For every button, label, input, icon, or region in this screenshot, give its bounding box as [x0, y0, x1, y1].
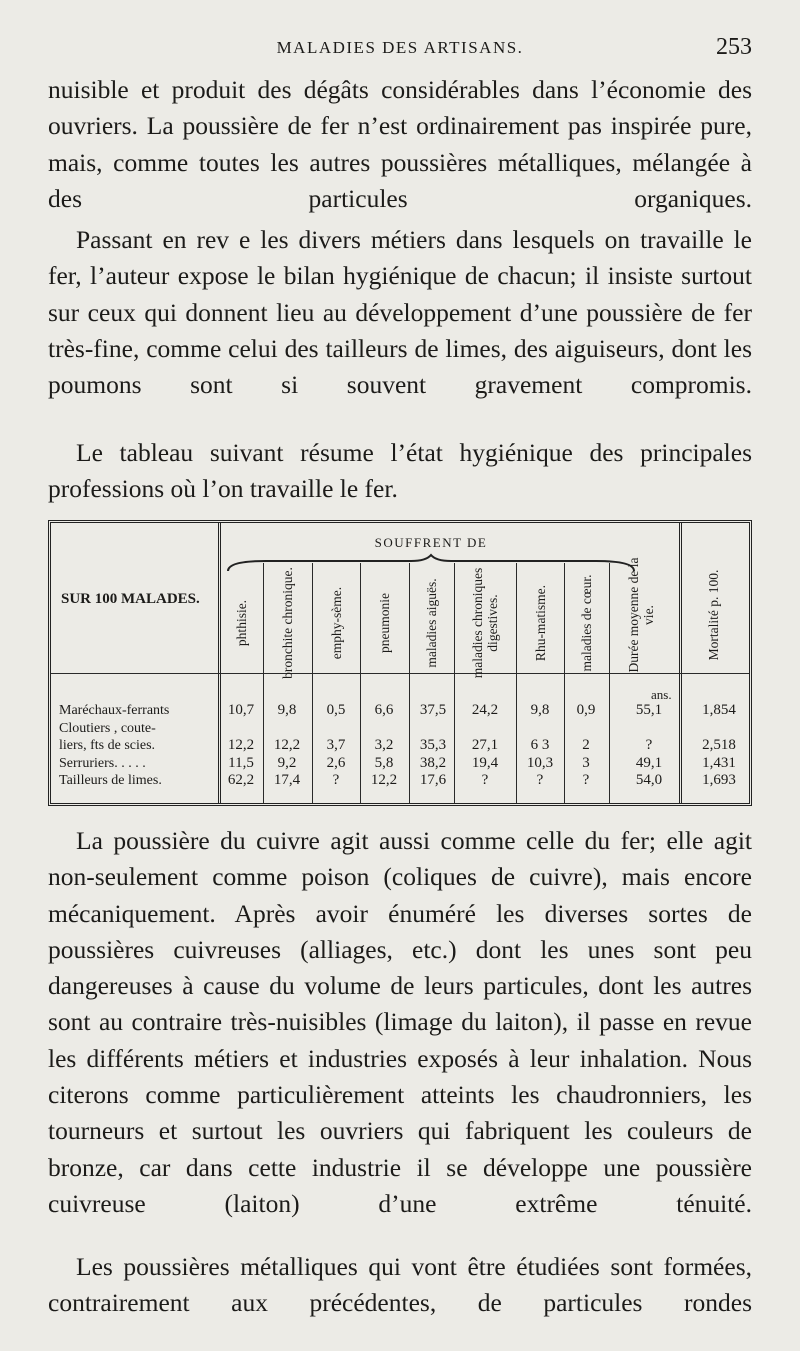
row-label: Maréchaux-ferrants: [59, 703, 170, 718]
paragraph-3: Le tableau suivant résume l’état hygiénique des principales professions où l’on travaille le fer.: [48, 438, 752, 504]
page-number: 253: [716, 34, 752, 60]
table-cell: ?: [332, 772, 340, 788]
paragraph-1: nuisible et produit des dégâts considérables dans l’économie des ouvriers. La poussière de fer n’est ordinairement pas inspirée pure, mais, comme toutes les autres poussières métalliques, mélangée à des particules organiques.: [48, 75, 752, 213]
table-cell: 62,2: [227, 772, 255, 788]
column-header: maladies chroniques digestives.: [470, 567, 500, 679]
table-cell: 1,431: [702, 755, 736, 771]
table-cell: 11,5: [228, 755, 254, 771]
table-cell: 19,4: [471, 755, 499, 771]
table-cell: ?: [536, 772, 544, 788]
table-cell: 17,6: [419, 772, 447, 788]
data-table: [48, 520, 752, 806]
table-group-header: SOUFFRENT DE: [374, 535, 488, 550]
column-header: phthisie.: [233, 599, 249, 647]
paragraph-2: Passant en rev e les divers métiers dans lesquels on travaille le fer, l’auteur expose le bilan hygiénique de chacun; il insiste surtout sur ceux qui donnent lieu au développement d’une poussière de fer très-fine, comme celui des tailleurs de limes, des aiguiseurs, dont les poumons sont si souvent gravement compromis.: [48, 225, 752, 400]
column-header: emphy-sème.: [328, 586, 344, 660]
table-cell: 9,2: [277, 755, 297, 771]
table-cell: 2,6: [326, 755, 346, 771]
row-label: Serruriers. . . . .: [59, 756, 146, 771]
table-cell: 49,1: [635, 755, 663, 771]
table-cell: 1,693: [702, 772, 736, 788]
paragraph-5: Les poussières métalliques qui vont être étudiées sont formées, contrairement aux précédentes, de particules rondes: [48, 1252, 752, 1318]
row-label: Cloutiers , coute-: [59, 721, 156, 736]
table-cell: 17,4: [273, 772, 301, 788]
table-cell: 35,3: [419, 737, 447, 753]
table-cell: ?: [481, 772, 489, 788]
table-cell: 55,1: [635, 702, 663, 718]
column-header: bronchite chronique.: [279, 567, 295, 679]
running-head: [48, 34, 752, 64]
column-header: Mortalité p. 100.: [705, 569, 721, 661]
table-cell: 3,2: [374, 737, 394, 753]
table-cell: 0,5: [326, 702, 346, 718]
table-cell: 1,854: [702, 702, 736, 718]
unit-note: ans.: [651, 687, 672, 702]
table-cell: 12,2: [273, 737, 301, 753]
row-label: Tailleurs de limes.: [59, 773, 162, 788]
running-title: MALADIES DES ARTISANS.: [276, 38, 524, 57]
table-cell: 6 3: [530, 737, 550, 753]
table-cell: 37,5: [419, 702, 447, 718]
column-header: maladies de cœur.: [578, 574, 594, 672]
table-cell: ?: [645, 737, 653, 753]
table-cell: ?: [582, 772, 590, 788]
table-cell: 5,8: [374, 755, 394, 771]
table-cell: 10,3: [526, 755, 554, 771]
table-cell: 12,2: [227, 737, 255, 753]
table-cell: 54,0: [635, 772, 663, 788]
table-cell: 0,9: [576, 702, 596, 718]
table-cell: 2,518: [702, 737, 736, 753]
table-cell: 38,2: [419, 755, 447, 771]
paragraph-4: La poussière du cuivre agit aussi comme celle du fer; elle agit non-seulement comme poison (coliques de cuivre), mais encore mécaniquement. Après avoir énuméré les diverses sortes de poussières cuivreuses (alliages, etc.) dont les unes sont peu dangereuses à cause du volume de leurs particules, dont les autres sont au contraire très-nuisibles (limage du laiton), il passe en revue les différents métiers et industries exposés à leur inhalation. Nous citerons comme particulièrement atteints les chaudronniers, les tourneurs et surtout les ouvriers qui fabriquent les couleurs de bronze, car dans cette industrie il se développe une poussière cuivreuse (laiton) d’une extrême ténuité.: [48, 826, 752, 1218]
table-cell: 2: [582, 737, 590, 753]
column-header: pneumonie: [376, 593, 392, 653]
row-label: liers, fts de scies.: [59, 738, 156, 753]
table-cell: 10,7: [227, 702, 255, 718]
table-cell: 27,1: [471, 737, 499, 753]
table-cell: 3,7: [326, 737, 346, 753]
column-header: maladies aiguës.: [423, 578, 439, 668]
column-header: Durée moyenne de la vie.: [626, 557, 656, 673]
table-cell: 9,8: [530, 702, 550, 718]
table-cell: 24,2: [471, 702, 499, 718]
table-cell: 3: [582, 755, 590, 771]
table-row-header: SUR 100 MALADES.: [61, 591, 200, 607]
table-cell: 9,8: [277, 702, 297, 718]
table-cell: 12,2: [370, 772, 398, 788]
column-header: Rhu-matisme.: [532, 584, 548, 662]
table-cell: 6,6: [374, 702, 394, 718]
